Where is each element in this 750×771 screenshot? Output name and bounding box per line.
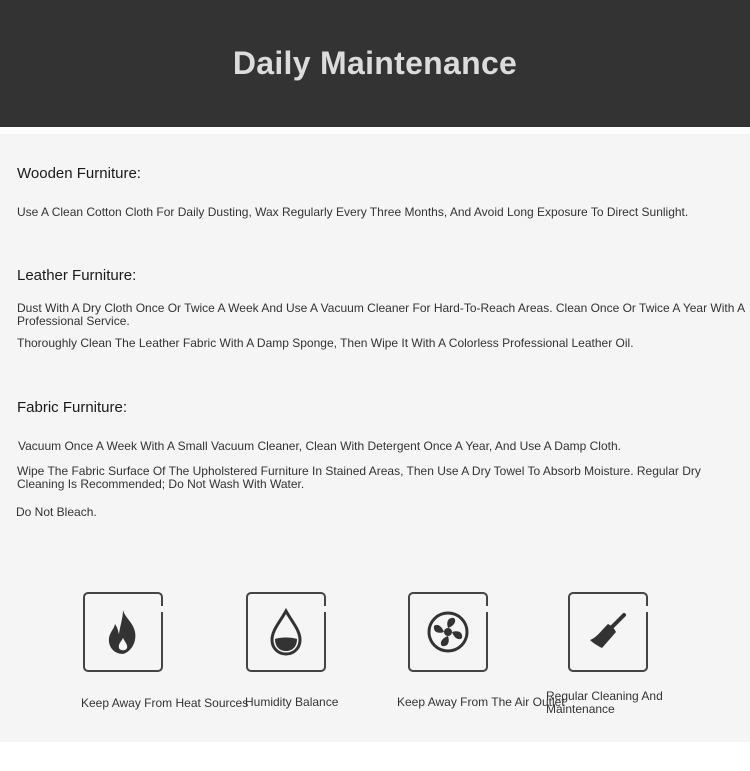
leather-furniture-text-1: Dust With A Dry Cloth Once Or Twice A Week And Use A Vacuum Cleaner For Hard-To-Reach Areas. Clean Once Or Twice A Year With A Professional Service. <box>17 302 745 328</box>
air-outlet-label: Keep Away From The Air Outlet <box>397 695 565 709</box>
cleaning-card <box>568 592 648 672</box>
heat-source-label: Keep Away From Heat Sources <box>81 696 249 710</box>
fan-icon <box>426 610 470 654</box>
water-drop-icon <box>266 608 306 656</box>
leather-furniture-text-2: Thoroughly Clean The Leather Fabric With A Damp Sponge, Then Wipe It With A Colorless Professional Leather Oil. <box>17 337 634 350</box>
wooden-furniture-text: Use A Clean Cotton Cloth For Daily Dusting, Wax Regularly Every Three Months, And Avoid Long Exposure To Direct Sunlight. <box>17 206 689 219</box>
fabric-furniture-title: Fabric Furniture: <box>17 399 128 416</box>
humidity-label: Humidity Balance <box>245 695 339 709</box>
cleaning-label: Regular Cleaning And Maintenance <box>546 689 663 716</box>
air-outlet-card <box>408 592 488 672</box>
flame-icon <box>103 608 143 656</box>
fabric-furniture-text-3: Do Not Bleach. <box>16 506 97 519</box>
header-banner <box>0 0 750 127</box>
page-title: Daily Maintenance <box>232 45 518 81</box>
fabric-furniture-text-1: Vacuum Once A Week With A Small Vacuum Cleaner, Clean With Detergent Once A Year, And Use A Damp Cloth. <box>18 440 621 453</box>
content-panel <box>0 134 750 742</box>
broom-icon <box>586 610 630 654</box>
wooden-furniture-title: Wooden Furniture: <box>17 165 141 182</box>
fabric-furniture-text-2: Wipe The Fabric Surface Of The Upholstered Furniture In Stained Areas, Then Use A Dry Towel To Absorb Moisture. Regular Dry Cleaning Is Recommended; Do Not Wash With Water. <box>17 465 701 491</box>
leather-furniture-title: Leather Furniture: <box>17 267 137 284</box>
heat-source-card <box>83 592 163 672</box>
humidity-card <box>246 592 326 672</box>
